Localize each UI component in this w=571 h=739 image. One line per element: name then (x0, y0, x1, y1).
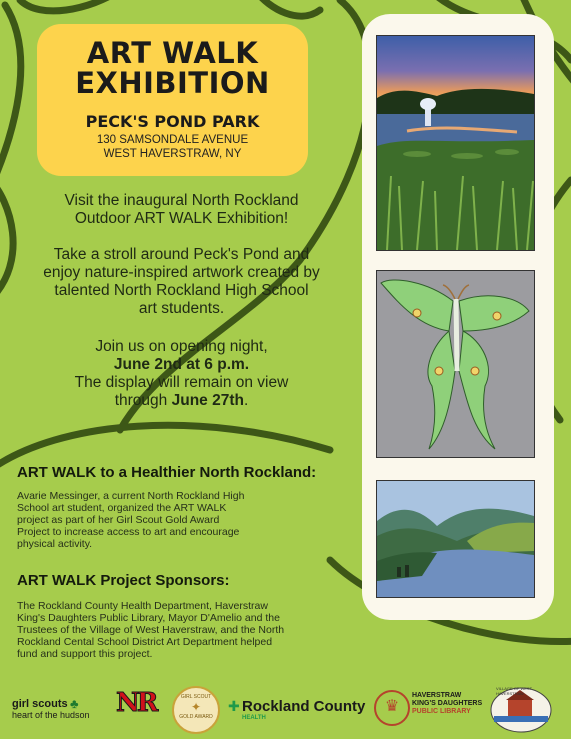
rockland-county-logo: ✚ Rockland County HEALTH (228, 698, 366, 721)
girl-scouts-council: heart of the hudson (12, 710, 90, 720)
girl-scouts-logo (12, 698, 112, 720)
artwork-gallery (362, 14, 554, 620)
address-line-2: WEST HAVERSTRAW, NY (103, 148, 242, 160)
title-line-2: EXHIBITION (75, 66, 270, 100)
stroll-line-2: enjoy nature-inspired artwork created by (43, 264, 320, 281)
visit-line-1: Visit the inaugural North Rockland (64, 192, 299, 209)
visit-paragraph (14, 192, 349, 228)
sponsors-line: King's Daughters Public Library, Mayor D'Amelio and the (17, 612, 280, 624)
stroll-line-4: art students. (138, 300, 225, 317)
sponsors-line: Rockland Cental School District Art Department helped (17, 636, 273, 648)
healthier-line: physical activity. (17, 538, 93, 550)
join-line-1: Join us on opening night, (95, 338, 268, 355)
sponsors-line: fund and support this project. (17, 648, 153, 660)
healthier-line: project as part of her Girl Scout Gold Award (17, 514, 220, 526)
artwork-river-valley (376, 480, 535, 598)
sponsors-heading: ART WALK Project Sponsors: (17, 572, 230, 589)
sponsors-line: Trustees of the Village of West Haverstraw, and the North (17, 624, 285, 636)
stroll-paragraph (14, 246, 349, 318)
park-address (37, 133, 308, 161)
title-line-1: ART WALK (86, 36, 259, 70)
gold-award-logo: GIRL SCOUT ✦ GOLD AWARD (172, 686, 220, 734)
trefoil-icon: ♣ (70, 696, 79, 711)
join-line-3: The display will remain on view (74, 374, 289, 391)
girl-scouts-name: girl scouts (12, 698, 68, 710)
stroll-line-3: talented North Rockland High School (54, 282, 309, 299)
village-seal-logo: VILLAGE OF WEST HAVERSTRAW (490, 680, 552, 734)
sponsors-line: The Rockland County Health Department, Haverstraw (17, 600, 268, 612)
award-star-icon: ✦ (190, 700, 202, 714)
park-name: PECK'S POND PARK (85, 112, 260, 131)
nr-logo: NR (116, 688, 156, 718)
healthier-line: Avarie Messinger, a current North Rockland High (17, 490, 245, 502)
sponsors-paragraph (17, 600, 347, 660)
crown-icon: ♛ (374, 690, 410, 726)
artwork-luna-moth (376, 270, 535, 458)
stroll-line-1: Take a stroll around Peck's Pond and (53, 246, 310, 263)
artwork-pond-sunset (376, 35, 535, 251)
healthier-line: Project to increase access to art and encourage (17, 526, 240, 538)
sponsor-logos (0, 680, 571, 735)
address-line-1: 130 SAMSONDALE AVENUE (96, 134, 249, 146)
healthier-paragraph (17, 490, 347, 550)
join-paragraph (14, 338, 349, 410)
opening-date: June 2nd at 6 p.m. (113, 356, 250, 373)
title-box (37, 24, 308, 176)
healthier-line: School art student, organized the ART WALK (17, 502, 227, 514)
healthier-heading: ART WALK to a Healthier North Rockland: (17, 464, 317, 481)
closing-date: June 27th (171, 392, 244, 409)
exhibition-title (37, 38, 308, 98)
visit-line-2: Outdoor ART WALK Exhibition! (74, 210, 289, 227)
library-logo: HAVERSTRAW KING'S DAUGHTERS PUBLIC LIBRARY (412, 692, 483, 715)
join-line-4: through June 27th. (114, 392, 249, 409)
health-cross-icon: ✚ (228, 698, 240, 714)
